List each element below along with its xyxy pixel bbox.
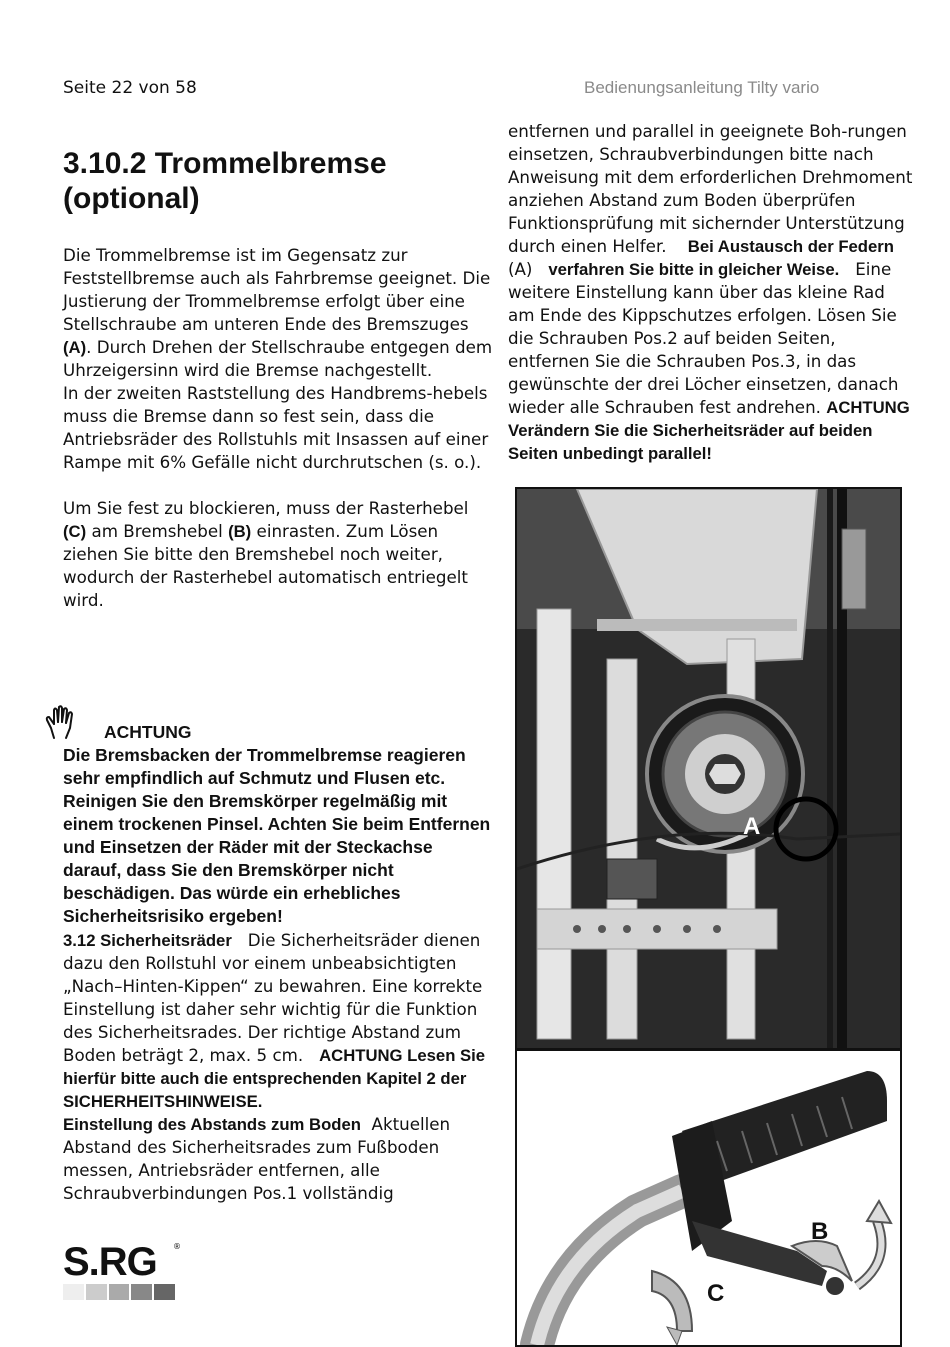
page-number: Seite 22 von 58 (63, 78, 197, 98)
hand-warning-icon (44, 704, 78, 742)
ref-a: (A) (63, 338, 87, 357)
distance-setting-text: Einstellung des Abstands zum Boden Aktuellen Abstand des Sicherheitsrades zum Fußboden messen, Antriebsräder entfernen, alle Schraubverbindungen Pos.1 vollständig (63, 1114, 451, 1203)
ref-b: (B) (228, 522, 252, 541)
section-title: 3.10.2 Trommelbremse (optional) (63, 147, 387, 215)
warning-text: Die Bremsbacken der Trommelbremse reagieren sehr empfindlich auf Schmutz und Flusen etc. Reinigen Sie den Bremskörper regelmäßig mit einem trockenen Pinsel. Achten Sie beim Entfernen und Einsetzen der Räder mit der Steckachse darauf, dass Sie den Bremskörper nicht beschädigen. Das würde ein erhebliches Sicherheitsrisiko ergeben! (63, 745, 491, 926)
parallel-warning: ACHTUNG Verändern Sie die Sicherheitsräder auf beiden Seiten unbedingt parallel! (508, 398, 910, 463)
safety-wheels-section (63, 929, 493, 1205)
logo-bars (63, 1284, 175, 1300)
right-column-text: entfernen und parallel in geeignete Boh-rungen einsetzen, Schraubverbindungen bitte nach Anweisung mit dem erforderlichen Drehmoment anziehen Abstand zum Boden überprüfen Funktionsprüfung mit sichernder Unterstützung durch einen Helfer. Bei Austausch der Federn (A) verfahren Sie bitte in gleicher Weise. Eine weitere Einstellung kann über das kleine Rad am Ende des Kippschutzes erfolgen. Lösen Sie die Schrauben Pos.2 auf beiden Seiten, entfernen Sie die Schrauben Pos.3, in das gewünschte der drei Löcher einsetzen, danach wieder alle Schrauben fest andrehen. ACHTUNG Verändern Sie die Sicherheitsräder auf beiden Seiten unbedingt parallel! (508, 121, 913, 463)
drum-brake-illustration (517, 489, 900, 1048)
section-body (63, 244, 493, 612)
brake-lever-illustration (517, 1051, 900, 1345)
photo-label-c: C (707, 1280, 725, 1307)
brake-lever-photo (515, 1049, 902, 1347)
paragraph-1: Die Trommelbremse ist im Gegensatz zur Feststellbremse auch als Fahrbremse geeignet. Die Justierung der Trommelbremse erfolgt über eine Stellschraube am unteren Ende des Bremszuges (A). Durch Drehen der Stellschraube entgegen dem Uhrzeigersinn wird die Bremse nachgestellt. (63, 245, 493, 380)
distance-setting-heading: Einstellung des Abstands zum Boden (63, 1115, 361, 1134)
ref-c: (C) (63, 522, 87, 541)
photo-label-a: A (743, 813, 761, 840)
paragraph-3: Um Sie fest zu blockieren, muss der Rasterhebel (C) am Bremshebel (B) einrasten. Zum Lösen ziehen Sie bitte den Bremshebel noch weiter, wodurch der Rasterhebel automatisch entriegelt wird. (63, 498, 469, 610)
safety-wheels-heading: 3.12 Sicherheitsräder (63, 931, 232, 950)
warning-heading: ACHTUNG (104, 722, 192, 742)
sorg-logo (63, 1240, 183, 1302)
inline-warning: ACHTUNG Lesen Sie hierfür bitte auch die entsprechenden Kapitel 2 der SICHERHEITSHINWEISE. (63, 1046, 486, 1111)
drum-brake-photo (515, 487, 902, 1050)
registered-mark: ® (173, 1242, 181, 1251)
paragraph-2: In der zweiten Raststellung des Handbrems-hebels muss die Bremse dann so fest sein, dass die Antriebsräder des Rollstuhls mit Insassen auf einer Rampe mit 6% Gefälle nicht durchrutschen (s. o.). (63, 383, 489, 472)
photo-label-b: B (811, 1218, 829, 1245)
document-title: Bedienungsanleitung Tilty vario (584, 78, 820, 97)
logo-text: S.RG (63, 1240, 157, 1284)
safety-wheels-text: 3.12 Sicherheitsräder Die Sicherheitsräder dienen dazu den Rollstuhl vor einem unbeabsichtigten „Nach–Hinten-Kippen“ zu bewahren. Eine korrekte Einstellung ist daher sehr wichtig für die Funktion des Sicherheitsrades. Der richtige Abstand zum Boden beträgt 2, max. 5 cm. ACHTUNG Lesen Sie hierfür bitte auch die entsprechenden Kapitel 2 der SICHERHEITSHINWEISE. (63, 930, 486, 1111)
